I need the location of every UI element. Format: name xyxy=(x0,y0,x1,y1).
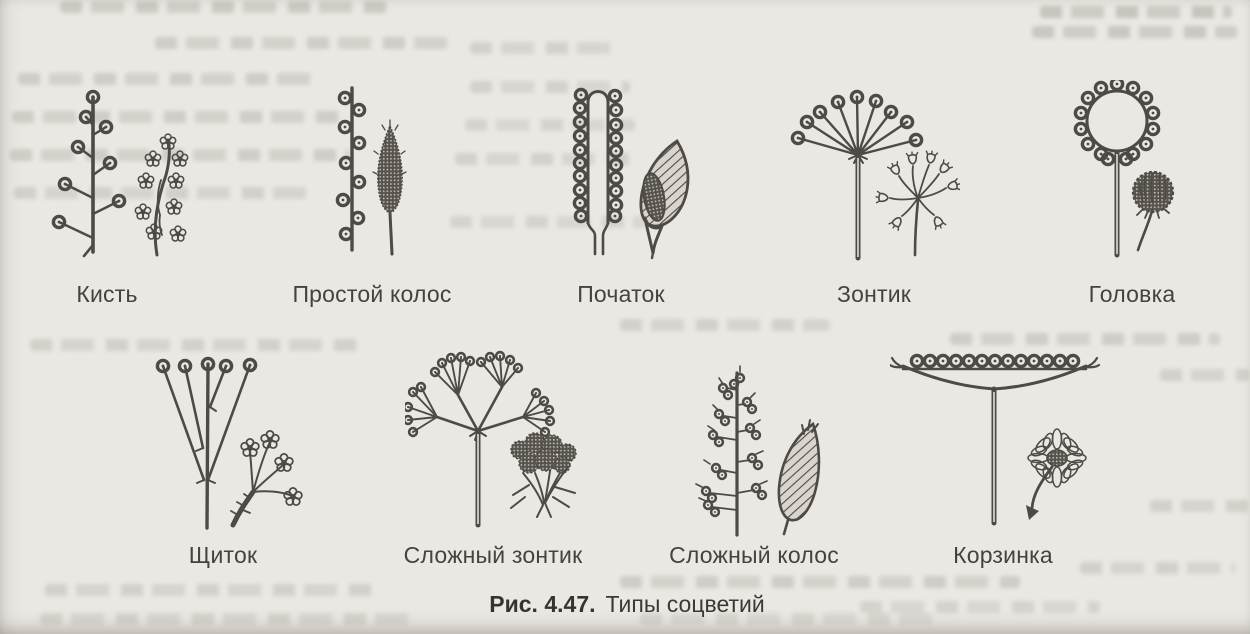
inflorescence-compound-umbel xyxy=(405,345,605,535)
bleed-line xyxy=(1032,26,1237,38)
label-capitulum: Корзинка xyxy=(953,542,1053,568)
umbel-schematic xyxy=(792,91,921,258)
inflorescence-head xyxy=(1060,80,1190,265)
head-diagram-icon xyxy=(1060,80,1190,265)
bleed-line xyxy=(1160,369,1250,381)
bleed-line xyxy=(470,42,620,54)
umbel-example-sketch xyxy=(876,150,960,255)
raceme-diagram-icon xyxy=(40,85,195,265)
corymb-example-sketch xyxy=(231,431,302,525)
bleed-line xyxy=(950,333,1220,345)
figure-caption-number: Рис. 4.47. xyxy=(489,591,596,617)
compound-spike-schematic xyxy=(696,366,767,535)
spadix-schematic xyxy=(574,89,621,254)
simple-spike-schematic xyxy=(337,88,364,250)
label-compound-umbel: Сложный зонтик xyxy=(403,542,583,568)
bleed-line xyxy=(40,613,420,625)
bleed-line xyxy=(620,319,830,331)
inflorescence-raceme xyxy=(40,85,195,265)
spadix-diagram-icon xyxy=(560,78,710,263)
figure-caption xyxy=(489,591,764,618)
capitulum-example-sketch xyxy=(1026,429,1086,520)
bleed-line xyxy=(18,73,318,85)
simple-spike-diagram-icon xyxy=(325,82,415,262)
bleed-line xyxy=(60,1,390,13)
bleed-line xyxy=(860,601,1100,613)
raceme-schematic xyxy=(53,91,124,256)
bleed-line xyxy=(155,37,455,49)
capitulum-schematic xyxy=(890,355,1099,523)
bleed-line xyxy=(1150,500,1250,512)
compound-spike-example-sketch xyxy=(779,420,819,534)
label-umbel: Зонтик xyxy=(836,281,912,307)
umbel-diagram-icon xyxy=(785,88,960,263)
label-head: Головка xyxy=(1088,281,1176,307)
label-simple-spike: Простой колос xyxy=(292,281,452,307)
bleed-line xyxy=(1080,562,1235,574)
corymb-diagram-icon xyxy=(140,350,320,540)
raceme-example-sketch xyxy=(135,134,187,255)
inflorescence-umbel xyxy=(785,88,960,263)
figure-caption-title: Типы соцветий xyxy=(605,591,765,617)
inflorescence-simple-spike xyxy=(325,82,415,262)
corymb-schematic xyxy=(157,358,255,528)
label-compound-spike: Сложный колос xyxy=(669,542,839,568)
compound-umbel-example-sketch xyxy=(511,433,576,517)
inflorescence-capitulum xyxy=(890,345,1105,530)
bleed-line xyxy=(620,576,1020,588)
label-corymb: Щиток xyxy=(188,542,258,568)
inflorescence-spadix xyxy=(560,78,710,263)
head-example-sketch xyxy=(1133,172,1173,250)
inflorescence-corymb xyxy=(140,350,320,540)
label-spadix: Початок xyxy=(577,281,665,307)
inflorescence-compound-spike xyxy=(690,360,830,540)
capitulum-diagram-icon xyxy=(890,345,1105,530)
bleed-line xyxy=(45,584,375,596)
simple-spike-example-sketch xyxy=(373,120,406,254)
compound-umbel-diagram-icon xyxy=(405,345,605,535)
compound-spike-diagram-icon xyxy=(690,360,830,540)
label-raceme: Кисть xyxy=(76,281,138,307)
spadix-example-sketch xyxy=(640,141,688,258)
bleed-line xyxy=(1040,6,1232,18)
